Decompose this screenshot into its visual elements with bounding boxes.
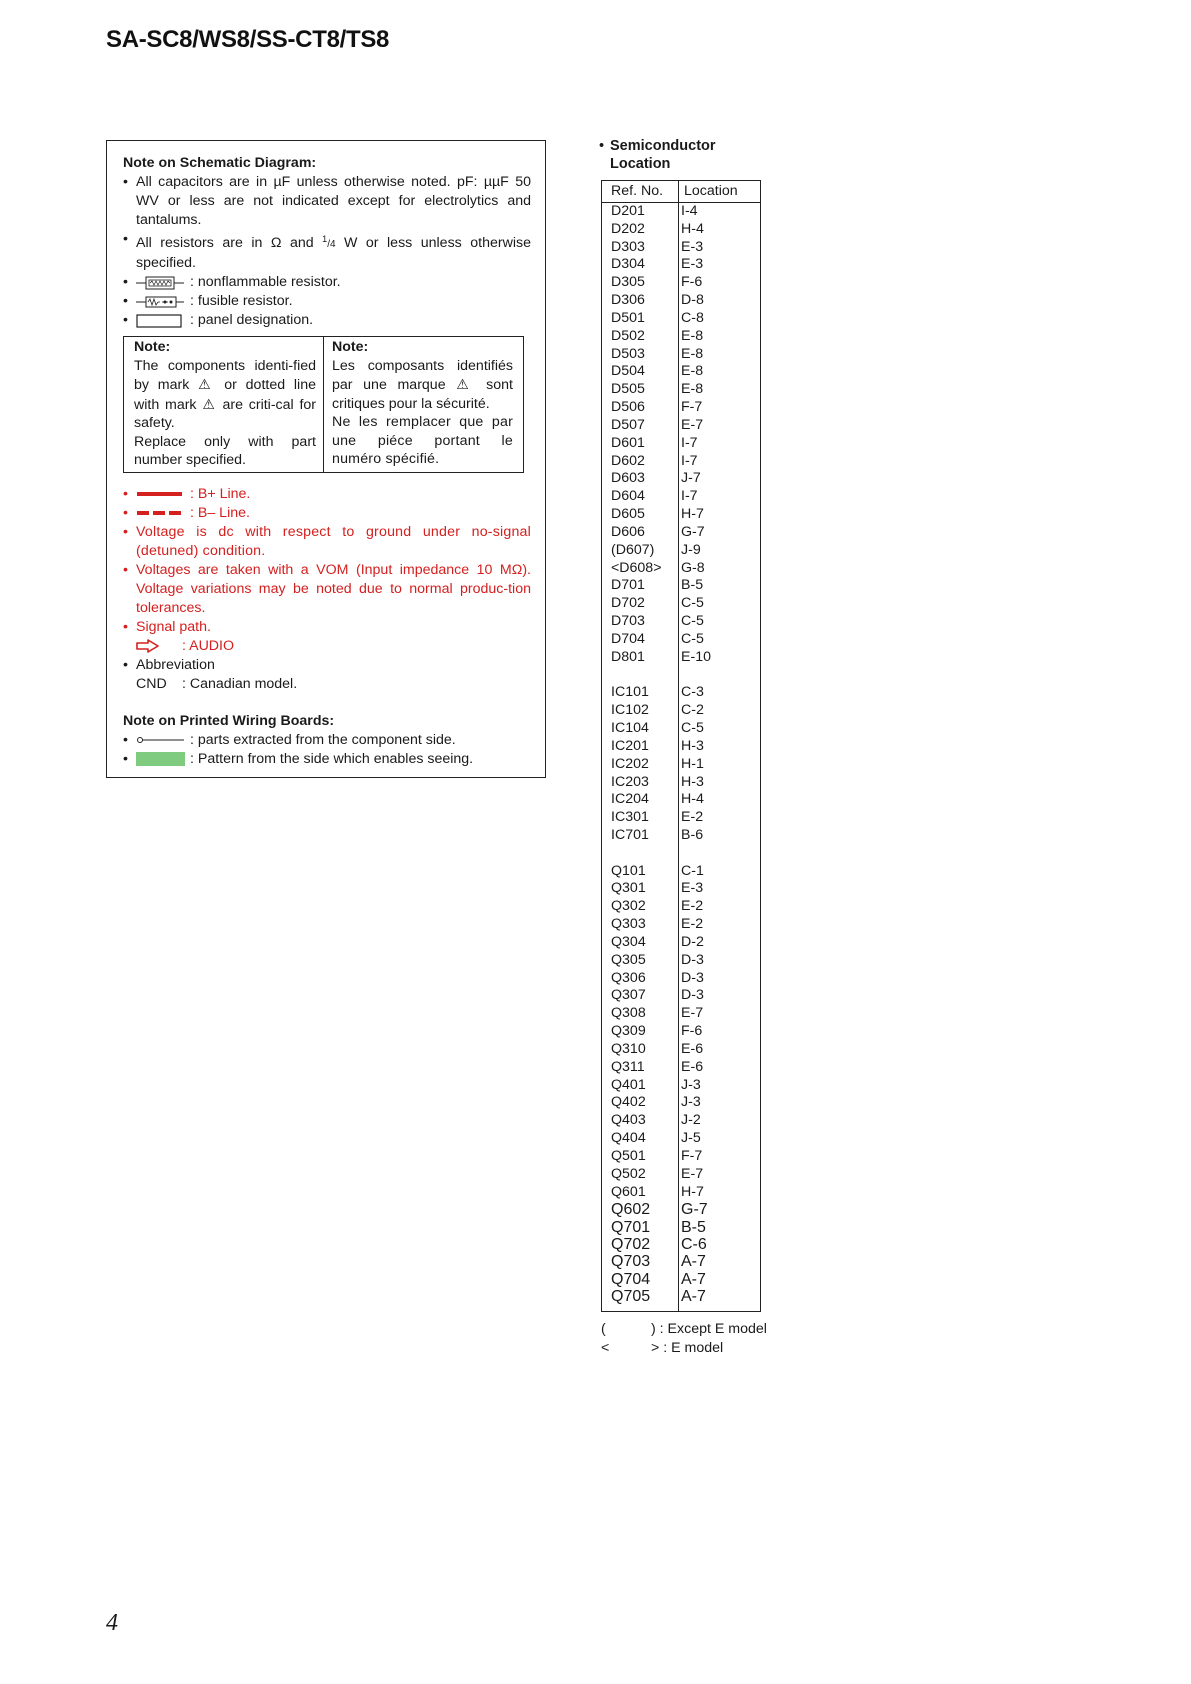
panel-designation-label: : panel designation. xyxy=(190,312,314,328)
table-row xyxy=(602,1201,760,1218)
table-row xyxy=(602,1094,760,1112)
abbreviation-cnd-row xyxy=(123,675,531,694)
schematic-notes-box xyxy=(106,140,546,778)
safety-note-en-replace: Replace only with part number specified. xyxy=(134,433,316,468)
semiconductor-title xyxy=(610,137,716,173)
ref-no-cell: D201 xyxy=(611,203,645,219)
b-minus-line-row xyxy=(123,504,531,523)
table-row xyxy=(602,417,760,435)
ref-no-cell: Q304 xyxy=(611,933,646,950)
ref-no-cell: D703 xyxy=(611,613,645,630)
bullet: • xyxy=(123,656,128,673)
safety-note-french xyxy=(324,337,524,473)
safety-note-en-part: are criti-cal for safety. xyxy=(134,396,317,431)
table-row xyxy=(602,774,760,792)
bullet: • xyxy=(123,731,128,748)
location-cell: F-7 xyxy=(681,1147,703,1164)
location-cell: G-8 xyxy=(681,559,705,576)
legend-paren-open: ( xyxy=(601,1321,606,1337)
ref-no-cell: Q309 xyxy=(611,1023,646,1040)
table-row xyxy=(602,399,760,417)
location-cell: H-3 xyxy=(681,773,704,790)
ref-no-cell: D305 xyxy=(611,274,645,291)
ref-no-cell: Q101 xyxy=(611,862,646,879)
location-cell: F-6 xyxy=(681,274,703,291)
ref-no-cell: IC202 xyxy=(611,755,649,772)
ref-no-cell: D602 xyxy=(611,452,645,469)
ref-no-cell: Q704 xyxy=(611,1270,651,1288)
abbreviation-heading: Abbreviation xyxy=(136,656,215,673)
ref-no-cell: Q302 xyxy=(611,898,646,915)
ref-no-cell: D304 xyxy=(611,256,645,273)
table-row xyxy=(602,1288,760,1305)
ref-no-cell: D504 xyxy=(611,363,645,380)
resistor-note xyxy=(123,230,531,273)
legend-except-e-label: ) : Except E model xyxy=(651,1321,767,1337)
location-cell: H-7 xyxy=(681,1183,704,1200)
bullet: • xyxy=(123,274,128,290)
safety-note-fr-part: Les composants identifiés par une marque xyxy=(332,357,513,393)
location-cell: J-5 xyxy=(681,1130,701,1147)
location-cell: I-7 xyxy=(681,452,698,469)
safety-note-english xyxy=(124,337,324,473)
ref-no-cell: Q601 xyxy=(611,1183,646,1200)
ref-no-cell: D503 xyxy=(611,345,645,362)
warning-icon: ⚠ xyxy=(202,395,217,412)
ref-no-cell: Q301 xyxy=(611,880,646,897)
voltage-vom-note-text: Voltages are taken with a VOM (Input impedance 10 MΩ). Voltage variations may be noted due to normal produc-tion tolerances. xyxy=(136,561,531,616)
table-row xyxy=(602,987,760,1005)
ref-no-cell: IC204 xyxy=(611,791,649,808)
location-cell: E-8 xyxy=(681,363,704,380)
table-row xyxy=(602,292,760,310)
col-header-ref: Ref. No. xyxy=(602,181,679,202)
location-cell: E-7 xyxy=(681,1165,704,1182)
b-plus-line-label: : B+ Line. xyxy=(190,485,251,502)
ref-no-cell: Q401 xyxy=(611,1076,646,1093)
table-row xyxy=(602,738,760,756)
ref-no-cell: D604 xyxy=(611,488,645,505)
signal-path-note-text: Signal path. xyxy=(136,618,211,635)
table-row xyxy=(602,1184,760,1202)
table-row xyxy=(602,1077,760,1095)
bullet: • xyxy=(123,174,128,190)
semiconductor-location-table xyxy=(601,180,761,1312)
location-cell: E-10 xyxy=(681,648,711,665)
location-cell: I-4 xyxy=(681,203,698,219)
table-row xyxy=(602,720,760,738)
table-row xyxy=(602,239,760,257)
ref-no-cell: D506 xyxy=(611,399,645,416)
location-cell: C-3 xyxy=(681,684,704,701)
ref-no-cell: Q311 xyxy=(611,1058,645,1075)
location-cell: D-3 xyxy=(681,987,704,1004)
location-cell: C-1 xyxy=(681,862,704,879)
table-row xyxy=(602,1148,760,1166)
bullet: • xyxy=(123,618,128,635)
pwb-notes-heading: Note on Printed Wiring Boards: xyxy=(123,712,335,729)
extracted-parts-row xyxy=(123,731,531,750)
location-cell: C-5 xyxy=(681,613,704,630)
location-cell: J-2 xyxy=(681,1112,701,1129)
ref-no-cell: D605 xyxy=(611,506,645,523)
capacitor-note-text: All capacitors are in µF unless otherwise noted. pF: µµF 50 WV or less are not indicated except for electrolytics and tantalums. xyxy=(136,174,531,228)
warning-icon: ⚠ xyxy=(198,376,216,392)
location-cell: E-7 xyxy=(681,416,704,433)
ref-no-cell: IC203 xyxy=(611,773,649,790)
ref-no-cell: D801 xyxy=(611,648,645,665)
location-cell: C-5 xyxy=(681,595,704,612)
fusible-resistor-icon xyxy=(136,292,190,311)
ref-no-cell: D303 xyxy=(611,238,645,255)
semiconductor-title-line: Location xyxy=(610,156,671,172)
fraction-numerator: 1 xyxy=(322,234,328,244)
ref-no-cell: Q602 xyxy=(611,1201,651,1219)
ref-no-cell: Q308 xyxy=(611,1005,646,1022)
table-row xyxy=(602,1112,760,1130)
table-row xyxy=(602,1041,760,1059)
table-header xyxy=(602,181,760,203)
bullet: • xyxy=(599,138,605,154)
table-row xyxy=(602,1059,760,1077)
warning-icon: ⚠ xyxy=(456,376,476,392)
ref-no-cell: Q403 xyxy=(611,1112,646,1129)
location-cell: E-6 xyxy=(681,1040,704,1057)
extracted-parts-icon xyxy=(136,731,190,750)
capacitor-note xyxy=(123,173,531,230)
location-cell: C-2 xyxy=(681,702,704,719)
location-cell: H-3 xyxy=(681,737,704,754)
location-cell: H-4 xyxy=(681,791,704,808)
safety-note-table xyxy=(123,336,524,473)
panel-designation-row xyxy=(123,311,531,330)
fusible-resistor-label: : fusible resistor. xyxy=(190,293,293,309)
location-cell: E-3 xyxy=(681,880,704,897)
legend-angle-open: < xyxy=(601,1340,610,1356)
safety-note-fr-heading: Note: xyxy=(332,339,369,355)
table-row xyxy=(602,970,760,988)
table-row xyxy=(602,1166,760,1184)
table-row xyxy=(602,560,760,578)
table-row xyxy=(602,827,760,845)
table-row xyxy=(602,310,760,328)
table-row xyxy=(602,1005,760,1023)
table-row xyxy=(602,506,760,524)
location-cell: E-8 xyxy=(681,345,704,362)
table-row xyxy=(602,1023,760,1041)
location-cell: J-7 xyxy=(681,470,701,487)
location-cell: C-6 xyxy=(681,1235,707,1253)
ref-no-cell: D702 xyxy=(611,595,645,612)
table-row xyxy=(602,613,760,631)
table-row xyxy=(602,595,760,613)
ref-no-cell: D505 xyxy=(611,381,645,398)
ref-no-cell: IC102 xyxy=(611,702,649,719)
voltage-dc-note-text: Voltage is dc with respect to ground under no-signal (detuned) condition. xyxy=(136,523,531,559)
location-cell: E-6 xyxy=(681,1058,704,1075)
location-cell: I-7 xyxy=(681,434,698,451)
safety-note-fr-replace: Ne les remplacer que par une piéce portant le numéro spécifié. xyxy=(332,414,513,467)
ref-no-cell: IC701 xyxy=(611,826,649,843)
audio-signal-row xyxy=(123,637,531,656)
table-row xyxy=(602,346,760,364)
location-cell: C-8 xyxy=(681,309,704,326)
table-row xyxy=(602,256,760,274)
table-row xyxy=(602,809,760,827)
location-cell: G-7 xyxy=(681,523,705,540)
page-number: 4 xyxy=(106,1610,118,1636)
signal-path-note xyxy=(123,618,531,637)
table-row xyxy=(602,898,760,916)
table-row xyxy=(602,524,760,542)
ref-no-cell: Q501 xyxy=(611,1147,646,1164)
location-cell: E-8 xyxy=(681,327,704,344)
table-row xyxy=(602,453,760,471)
nonflammable-resistor-label: : nonflammable resistor. xyxy=(190,274,341,290)
ref-no-cell: Q705 xyxy=(611,1287,651,1305)
ref-no-cell: D501 xyxy=(611,309,645,326)
location-cell: A-7 xyxy=(681,1270,706,1288)
panel-designation-icon xyxy=(136,311,190,330)
ref-no-cell: D701 xyxy=(611,577,645,594)
table-row xyxy=(602,791,760,809)
voltage-dc-note xyxy=(123,523,531,561)
location-cell: C-5 xyxy=(681,720,704,737)
table-row xyxy=(602,631,760,649)
location-cell: J-3 xyxy=(681,1094,701,1111)
location-cell: D-3 xyxy=(681,951,704,968)
safety-note-fr-body xyxy=(332,357,513,414)
page-title: SA-SC8/WS8/SS-CT8/TS8 xyxy=(106,26,390,53)
ref-no-cell: D606 xyxy=(611,523,645,540)
ref-no-cell: Q303 xyxy=(611,916,646,933)
bullet: • xyxy=(123,561,128,578)
voltage-vom-note xyxy=(123,561,531,618)
location-cell: E-2 xyxy=(681,916,704,933)
table-row xyxy=(602,221,760,239)
ref-no-cell: IC104 xyxy=(611,720,649,737)
pattern-swatch-icon xyxy=(136,750,190,769)
location-cell: E-8 xyxy=(681,381,704,398)
location-cell: F-6 xyxy=(681,1023,703,1040)
table-row xyxy=(602,756,760,774)
bullet: • xyxy=(123,293,128,309)
location-cell: E-2 xyxy=(681,898,704,915)
table-row xyxy=(602,1130,760,1148)
location-cell: B-6 xyxy=(681,826,704,843)
location-cell: I-7 xyxy=(681,488,698,505)
ref-no-cell: IC101 xyxy=(611,684,649,701)
semiconductor-title-line: Semiconductor xyxy=(610,138,716,154)
nonflammable-resistor-icon xyxy=(136,273,190,292)
bullet: • xyxy=(123,523,128,540)
table-body xyxy=(602,203,760,1305)
safety-note-en-part: The components identi-fied by mark xyxy=(134,357,316,393)
group-spacer xyxy=(602,667,760,685)
ref-no-cell: D603 xyxy=(611,470,645,487)
ref-no-cell: D306 xyxy=(611,292,645,309)
location-cell: E-3 xyxy=(681,238,704,255)
location-cell: D-3 xyxy=(681,969,704,986)
table-row xyxy=(602,328,760,346)
safety-note-en-body xyxy=(134,357,316,433)
ref-no-cell: Q502 xyxy=(611,1165,646,1182)
ref-no-cell: IC201 xyxy=(611,737,649,754)
location-cell: A-7 xyxy=(681,1287,706,1305)
bullet: • xyxy=(123,750,128,767)
ref-no-cell: Q404 xyxy=(611,1130,646,1147)
ref-no-cell: Q310 xyxy=(611,1040,646,1057)
location-cell: B-5 xyxy=(681,577,704,594)
nonflammable-resistor-row xyxy=(123,273,531,292)
table-row xyxy=(602,542,760,560)
table-row xyxy=(602,916,760,934)
location-cell: C-5 xyxy=(681,630,704,647)
table-row xyxy=(602,203,760,221)
table-row xyxy=(602,880,760,898)
table-row xyxy=(602,934,760,952)
pattern-side-label: : Pattern from the side which enables seeing. xyxy=(190,750,474,767)
col-header-location: Location xyxy=(684,183,738,199)
table-row xyxy=(602,1271,760,1288)
location-cell: F-7 xyxy=(681,399,703,416)
ref-no-cell: Q306 xyxy=(611,969,646,986)
abbreviation-value: : Canadian model. xyxy=(182,675,298,692)
b-plus-line-row xyxy=(123,485,531,504)
pwb-notes xyxy=(123,712,531,769)
ref-no-cell: <D608> xyxy=(611,559,662,576)
line-notes xyxy=(123,485,531,694)
legend-e-model xyxy=(601,1339,723,1357)
table-row xyxy=(602,1219,760,1236)
bullet: • xyxy=(123,231,128,247)
table-row xyxy=(602,488,760,506)
audio-signal-arrow-icon xyxy=(136,639,182,653)
location-cell: E-3 xyxy=(681,256,704,273)
location-cell: H-1 xyxy=(681,755,704,772)
group-spacer xyxy=(602,845,760,863)
table-row xyxy=(602,274,760,292)
fusible-resistor-row xyxy=(123,292,531,311)
ref-no-cell: Q402 xyxy=(611,1094,646,1111)
pattern-side-row xyxy=(123,750,531,769)
ref-no-cell: D202 xyxy=(611,220,645,237)
location-cell: H-4 xyxy=(681,220,704,237)
ref-no-cell: (D607) xyxy=(611,541,655,558)
resistor-note-part: W or less unless otherwise specified. xyxy=(136,235,531,271)
location-cell: E-7 xyxy=(681,1005,704,1022)
table-row xyxy=(602,952,760,970)
table-row xyxy=(602,863,760,881)
bullet: • xyxy=(123,504,128,521)
bullet: • xyxy=(123,312,128,328)
b-minus-line-label: : B– Line. xyxy=(190,504,250,521)
fraction-denominator: /4 xyxy=(327,239,336,250)
location-cell: D-2 xyxy=(681,933,704,950)
safety-note-fr-part: sont critiques pour la sécurité. xyxy=(332,377,513,412)
schematic-notes-heading: Note on Schematic Diagram: xyxy=(123,155,317,171)
table-row xyxy=(602,381,760,399)
extracted-parts-label: : parts extracted from the component side. xyxy=(190,731,456,748)
table-row xyxy=(602,435,760,453)
table-row xyxy=(602,577,760,595)
abbreviation-note xyxy=(123,656,531,675)
safety-note-en-part: or dotted line with mark xyxy=(134,377,316,413)
ref-no-cell: Q307 xyxy=(611,987,646,1004)
location-cell: J-3 xyxy=(681,1076,701,1093)
bullet: • xyxy=(123,485,128,502)
table-row xyxy=(602,470,760,488)
semiconductor-location-heading xyxy=(599,137,716,173)
ref-no-cell: IC301 xyxy=(611,809,649,826)
table-row xyxy=(602,1253,760,1270)
abbreviation-key: CND xyxy=(136,675,167,692)
resistor-note-text xyxy=(136,230,531,273)
table-row xyxy=(602,1236,760,1253)
location-cell: B-5 xyxy=(681,1218,706,1236)
ref-no-cell: Q701 xyxy=(611,1218,651,1236)
ref-no-cell: Q305 xyxy=(611,951,646,968)
location-cell: A-7 xyxy=(681,1253,706,1271)
table-row xyxy=(602,363,760,381)
ref-no-cell: D507 xyxy=(611,416,645,433)
ref-no-cell: D502 xyxy=(611,327,645,344)
table-row xyxy=(602,649,760,667)
ref-no-cell: Q703 xyxy=(611,1253,651,1271)
legend-e-model-label: > : E model xyxy=(651,1340,724,1356)
location-cell: D-8 xyxy=(681,292,704,309)
location-cell: G-7 xyxy=(681,1201,708,1219)
table-row xyxy=(602,684,760,702)
table-row xyxy=(602,702,760,720)
ref-no-cell: D704 xyxy=(611,630,645,647)
location-cell: J-9 xyxy=(681,541,701,558)
ref-no-cell: D601 xyxy=(611,434,645,451)
safety-note-en-heading: Note: xyxy=(134,339,171,355)
b-minus-line-icon xyxy=(136,504,190,523)
audio-signal-label: : AUDIO xyxy=(182,637,235,654)
legend-except-e xyxy=(601,1320,767,1338)
ref-no-cell: Q702 xyxy=(611,1235,651,1253)
location-cell: E-2 xyxy=(681,809,704,826)
resistor-note-part: All resistors are in Ω and xyxy=(136,235,323,251)
location-cell: H-7 xyxy=(681,506,704,523)
b-plus-line-icon xyxy=(136,485,190,504)
